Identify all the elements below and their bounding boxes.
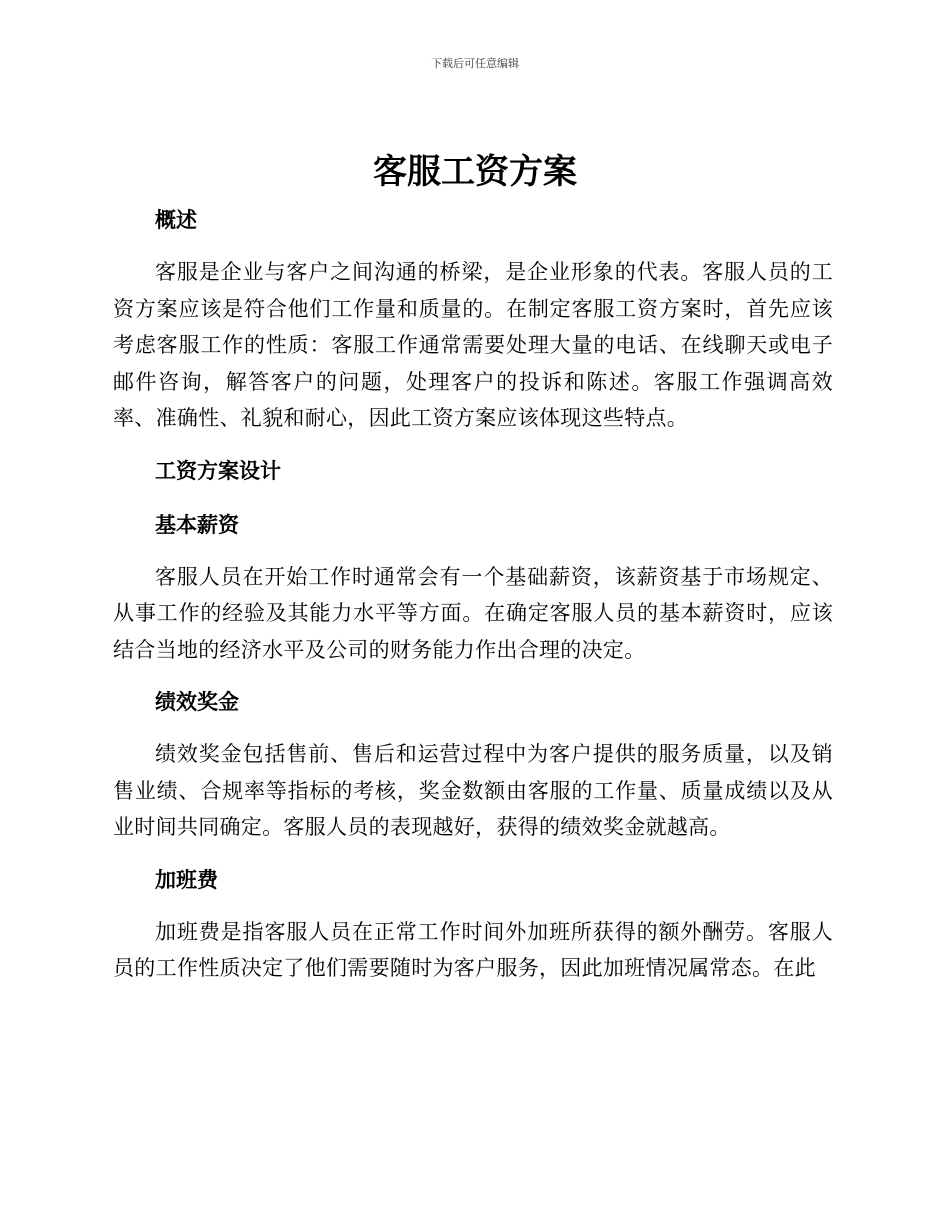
section-paragraph-overview: 客服是企业与客户之间沟通的桥梁，是企业形象的代表。客服人员的工资方案应该是符合他们工作量和质量的。在制定客服工资方案时，首先应该考虑客服工作的性质：客服工作通常需要处理大量的电话、在线聊天或电子邮件咨询，解答客户的问题，处理客户的投诉和陈述。客服工作强调高效率、准确性、礼貌和耐心，因此工资方案应该体现这些特点。 xyxy=(113,260,833,430)
document-title: 客服工资方案 xyxy=(373,152,577,192)
section-paragraph-performance-bonus: 绩效奖金包括售前、售后和运营过程中为客户提供的服务质量，以及销售业绩、合规率等指标的考核，奖金数额由客服的工作量、质量成绩以及从业时间共同确定。客服人员的表现越好，获得的绩效奖金就越高。 xyxy=(113,742,833,839)
section-heading-overtime-pay: 加班费 xyxy=(155,867,218,892)
section-paragraph-overtime-pay: 加班费是指客服人员在正常工作时间外加班所获得的额外酬劳。客服人员的工作性质决定了他们需要随时为客户服务，因此加班情况属常态。在此 xyxy=(113,919,833,980)
section-heading-salary-design: 工资方案设计 xyxy=(155,458,281,483)
document-body xyxy=(113,200,833,987)
section-paragraph-base-salary: 客服人员在开始工作时通常会有一个基础薪资，该薪资基于市场规定、从事工作的经验及其能力水平等方面。在确定客服人员的基本薪资时，应该结合当地的经济水平及公司的财务能力作出合理的决定。 xyxy=(113,564,833,662)
section-heading-performance-bonus: 绩效奖金 xyxy=(155,690,239,714)
page-header-note: 下载后可任意编辑 xyxy=(431,57,519,70)
section-heading-base-salary: 基本薪资 xyxy=(155,512,239,537)
section-heading-overview: 概述 xyxy=(155,208,197,232)
